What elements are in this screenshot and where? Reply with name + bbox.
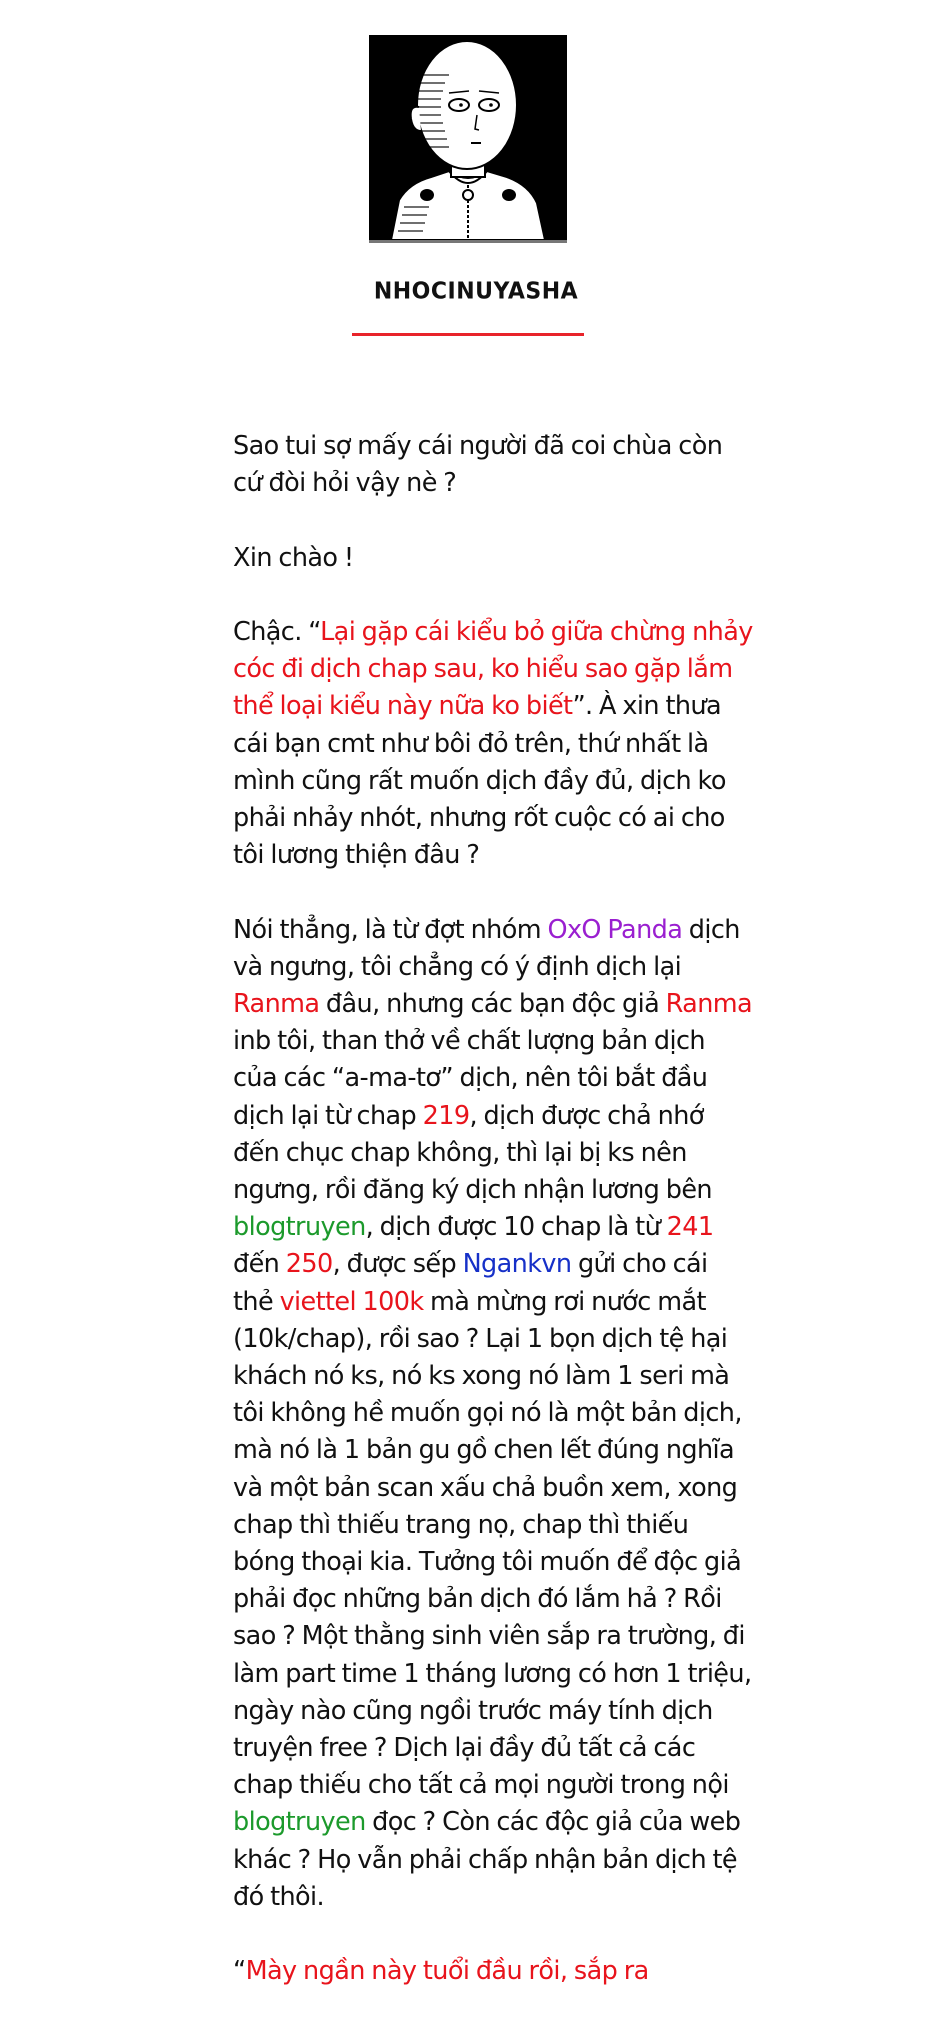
group-name-highlight: OxO Panda — [547, 914, 683, 945]
saitama-portrait-icon — [369, 35, 567, 240]
quoted-text: Mày ngần này tuổi đầu rồi, sắp ra — [245, 1956, 649, 1987]
paragraph-5 — [233, 1953, 753, 1990]
text: inb tôi, than thở về chất lượng bản dịch của các “a-ma-tơ” dịch, nên tôi bắt đầu dịch lại từ chap — [233, 1026, 708, 1131]
text: “ — [233, 1956, 246, 1987]
text: đọc ? Còn các độc giả của web khác ? Họ vẫn phải chấp nhận bản dịch tệ đó thôi. — [233, 1807, 741, 1912]
text: đâu, nhưng các bạn độc giả — [319, 989, 666, 1019]
paragraph-3 — [233, 614, 753, 874]
card-highlight: viettel 100k — [279, 1286, 424, 1317]
text: , dịch được 10 chap là từ — [365, 1212, 667, 1243]
text: , dịch được chả nhớ đến chục chap không, thì lại bị ks nên ngưng, rồi đăng ký dịch nhận lương bên — [233, 1100, 712, 1206]
text: dịch và ngưng, tôi chẳng có ý định dịch lại — [233, 914, 740, 982]
chapter-number-highlight: 250 — [285, 1249, 333, 1280]
text: Chậc. “ — [233, 616, 321, 647]
paragraph-4 — [233, 912, 753, 1916]
paragraph-1: Sao tui sợ mấy cái người đã coi chùa còn cứ đòi hỏi vậy nè ? — [233, 431, 723, 499]
site-name-highlight: blogtruyen — [233, 1212, 366, 1243]
avatar — [369, 35, 567, 243]
author-name: NHOCINUYASHA — [373, 278, 579, 305]
series-name-highlight: Ranma — [233, 989, 320, 1019]
text: , được sếp — [332, 1249, 463, 1280]
paragraph-2: Xin chào ! — [233, 542, 354, 573]
title-divider — [352, 333, 584, 336]
site-name-highlight: blogtruyen — [233, 1807, 366, 1838]
text: Nói thẳng, là từ đợt nhóm — [233, 914, 548, 945]
chapter-number-highlight: 219 — [422, 1100, 470, 1131]
text: ”. À xin thưa cái bạn cmt như bôi đỏ trên, thứ nhất là mình cũng rất muốn dịch đầy đủ, dịch ko phải nhảy nhót, nhưng rốt cuộc có ai cho tôi lương thiện đâu ? — [233, 691, 726, 871]
text: đến — [233, 1249, 286, 1280]
text: mà mừng rơi nước mắt (10k/chap), rồi sao ? Lại 1 bọn dịch tệ hại khách nó ks, nó ks xong nó làm 1 seri mà tôi không hề muốn gọi nó là một bản dịch, mà nó là 1 bản gu gồ chen lết đúng nghĩa và một bản scan xấu chả buồn xem, xong chap thì thiếu trang nọ, chap thì thiếu bóng thoại kia. Tưởng tôi muốn để độc giả phải đọc những bản dịch đó lắm hả ? Rồi sao ? Một thằng sinh viên sắp ra trường, đi làm part time 1 tháng lương có hơn 1 triệu, ngày nào cũng ngồi trước máy tính dịch truyện free ? Dịch lại đầy đủ tất cả các chap thiếu cho tất cả mọi người trong nội — [233, 1286, 752, 1801]
boss-name-highlight: Ngankvn — [462, 1249, 572, 1280]
series-name-highlight: Ranma — [665, 989, 753, 1019]
text: gửi cho cái thẻ — [233, 1249, 708, 1317]
quoted-comment: Lại gặp cái kiểu bỏ giữa chừng nhảy cóc đi dịch chap sau, ko hiểu sao gặp lắm thể loại kiểu này nữa ko biết — [233, 616, 753, 722]
chapter-number-highlight: 241 — [666, 1212, 714, 1243]
article-body — [233, 428, 753, 2028]
